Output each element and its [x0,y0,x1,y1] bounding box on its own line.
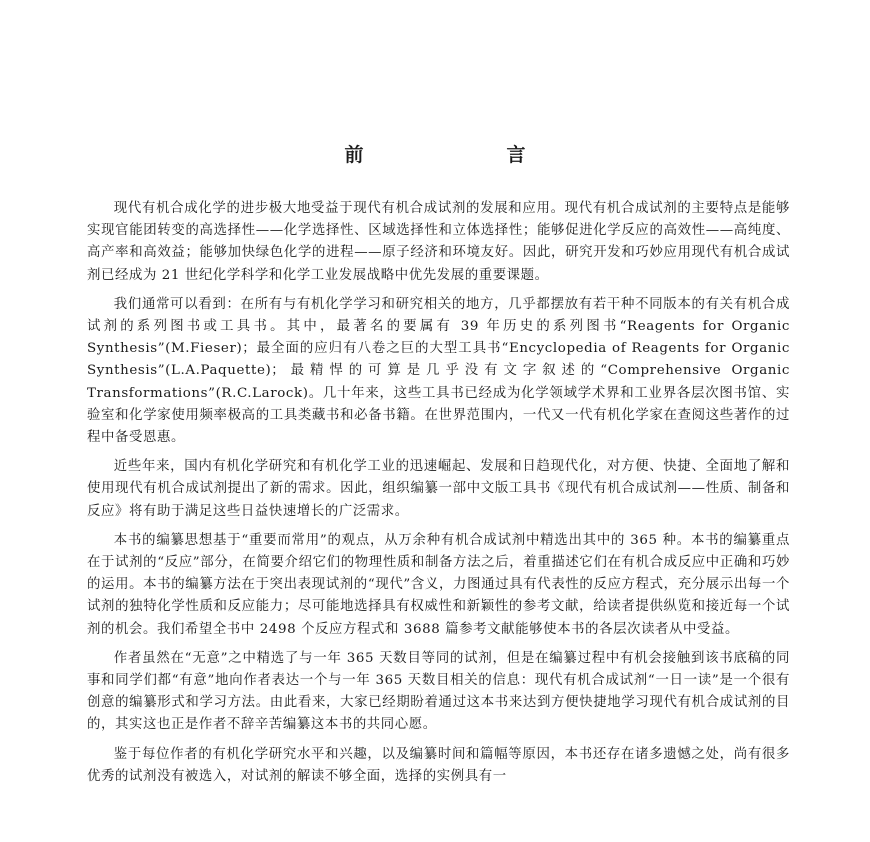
paragraph-6: 鉴于每位作者的有机化学研究水平和兴趣，以及编纂时间和篇幅等原因，本书还存在诸多遗憾之处，尚有很多优秀的试剂没有被选入，对试剂的解读不够全面，选择的实例具有一 [87,746,790,784]
preface-body [87,198,790,795]
paragraph-4: 本书的编纂思想基于“重要而常用”的观点，从万余种有机合成试剂中精选出其中的 365 种。本书的编纂重点在于试剂的“反应”部分，在简要介绍它们的物理性质和制备方法之后，着重描述它们在有机合成反应中正确和巧妙的运用。本书的编纂方法在于突出表现试剂的“现代”含义，力图通过具有代表性的反应方程式，充分展示出每一个试剂的独特化学性质和反应能力；尽可能地选择具有权威性和新颖性的参考文献，给读者提供纵览和接近每一个试剂的机会。我们希望全书中 2498 个反应方程式和 3688 篇参考文献能够使本书的各层次读者从中受益。 [87,532,790,637]
paragraph-3: 近些年来，国内有机化学研究和有机化学工业的迅速崛起、发展和日趋现代化，对方便、快捷、全面地了解和使用现代有机合成试剂提出了新的需求。因此，组织编纂一部中文版工具书《现代有机合成试剂——性质、制备和反应》将有助于满足这些日益快速增长的广泛需求。 [87,459,790,519]
paragraph-2: 我们通常可以看到：在所有与有机化学学习和研究相关的地方，几乎都摆放有若干种不同版本的有关有机合成试剂的系列图书或工具书。其中，最著名的要属有 39 年历史的系列图书“Reagents for Organic Synthesis”(M.Fieser)；最全面的应归有八卷之巨的大型工具书“Encyclopedia of Reagents for Organic Synthesis”(L.A.Paquette)；最精悍的可算是几乎没有文字叙述的“Comprehensive Organic Transformations”(R.C.Larock)。几十年来，这些工具书已经成为化学领域学术界和工业界各层次图书馆、实验室和化学家使用频率极高的工具类藏书和必备书籍。在世界范围内，一代又一代有机化学家在查阅这些著作的过程中备受恩惠。 [87,296,790,446]
paragraph-1: 现代有机合成化学的进步极大地受益于现代有机合成试剂的发展和应用。现代有机合成试剂的主要特点是能够实现官能团转变的高选择性——化学选择性、区域选择性和立体选择性；能够促进化学反应的高效性——高纯度、高产率和高效益；能够加快绿色化学的进程——原子经济和环境友好。因此，研究开发和巧妙应用现代有机合成试剂已经成为 21 世纪化学科学和化学工业发展战略中优先发展的重要课题。 [87,201,790,283]
page-title: 前 言 [344,144,588,166]
paragraph-5: 作者虽然在“无意”之中精选了与一年 365 天数目等同的试剂，但是在编纂过程中有机会接触到该书底稿的同事和同学们都“有意”地向作者表达一个与一年 365 天数目相关的信息：现代有机合成试剂“一日一读”是一个很有创意的编纂形式和学习方法。由此看来，大家已经期盼着通过这本书来达到方便快捷地学习现代有机合成试剂的目的，其实这也正是作者不辞辛苦编纂这本书的共同心愿。 [87,650,790,733]
